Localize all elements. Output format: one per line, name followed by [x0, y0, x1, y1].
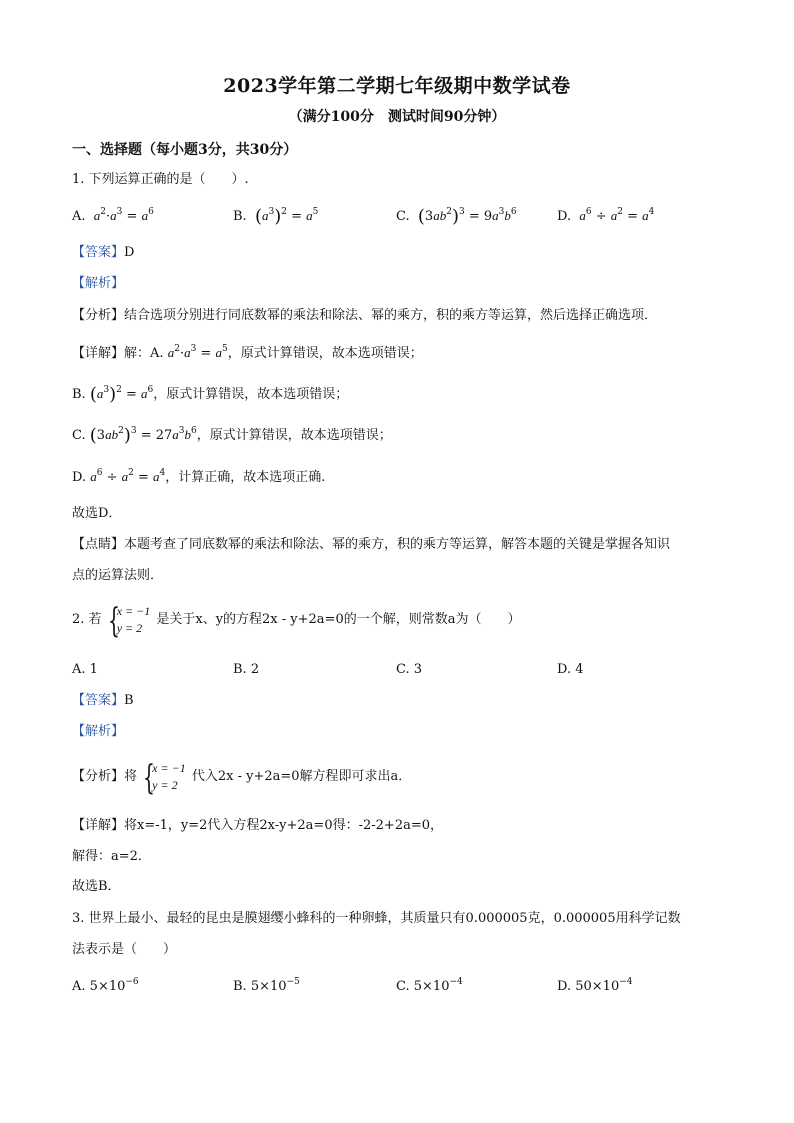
q1-comment-line2: 点的运算法则． [72, 568, 164, 583]
q3-option-b: B. $5\times 10^{-5}$ [233, 977, 300, 994]
q1-detail-d: D. $a^6 \div a^2 = a^4$，计算正确，故本选项正确. [72, 468, 326, 485]
q1-option-b: B. $(a^3)^2 = a^5$ [233, 206, 319, 227]
q1-answer: 【答案】D [72, 245, 135, 260]
q2-equation-system: { x = −1 y = 2 [107, 600, 151, 641]
q1-jiexi-tag: 【解析】 [72, 276, 125, 291]
q2-option-b: B. 2 [233, 662, 260, 677]
q2-detail: 【详解】将x=-1，y=2代入方程2x-y+2a=0得：-2-2+2a=0， [72, 818, 444, 833]
q1-comment-line1: 【点睛】本题考查了同底数幂的乘法和除法、幂的乘方，积的乘方等运算，解答本题的关键是掌握各知识 [72, 537, 671, 552]
q2-choose: 故选B． [72, 879, 121, 894]
q3-stem-line1: 3. 世界上最小、最轻的昆虫是膜翅缨小蜂科的一种卵蜂，其质量只有0.000005克，0.000005用科学记数 [72, 911, 681, 926]
section-heading: 一、选择题（每小题3分，共30分） [72, 142, 298, 158]
q3-option-c: C. $5\times 10^{-4}$ [396, 977, 463, 994]
q1-detail-b: B. $(a^3)^2 = a^6$，原式计算错误，故本选项错误； [72, 384, 349, 405]
q1-stem: 1. 下列运算正确的是（ ）. [72, 172, 249, 187]
q2-answer: 【答案】B [72, 693, 134, 708]
q2-solve: 解得：a=2． [72, 849, 151, 864]
page-subtitle: （满分100分 测试时间90分钟） [288, 109, 506, 125]
q1-analysis: 【分析】结合选项分别进行同底数幂的乘法和除法、幂的乘方，积的乘方等运算，然后选择正确选项． [72, 308, 658, 323]
q3-option-a: A. $5\times 10^{-6}$ [72, 977, 139, 994]
q1-option-a: A. $a^2\cdot a^3 = a^6$ [72, 207, 154, 224]
q2-jiexi-tag: 【解析】 [72, 724, 125, 739]
q1-detail-a: 【详解】解：A. $a^2\cdot a^3 = a^5$，原式计算错误，故本选项错误； [72, 344, 423, 361]
q1-option-c: C. $(3ab^2)^3 = 9a^3b^6$ [396, 206, 517, 227]
q2-option-a: A. 1 [72, 662, 98, 677]
q2-option-d: D. 4 [557, 662, 584, 677]
q2-stem: 2. 若 { x = −1 y = 2 是关于x、y的方程2x - y+2a=0的一个解，则常数a为（ ） [72, 600, 521, 641]
q3-stem-line2: 法表示是（ ） [72, 942, 177, 957]
q2-analysis: 【分析】将 { x = −1 y = 2 代入2x - y+2a=0解方程即可求出a． [72, 757, 412, 798]
q1-option-d: D. $a^6 \div a^2 = a^4$ [557, 207, 655, 224]
page-title: 2023学年第二学期七年级期中数学试卷 [223, 75, 571, 97]
q2-option-c: C. 3 [396, 662, 423, 677]
q1-detail-c: C. $(3ab^2)^3 = 27a^3b^6$，原式计算错误，故本选项错误； [72, 425, 392, 446]
q3-option-d: D. $50\times 10^{-4}$ [557, 977, 633, 994]
q1-choose: 故选D． [72, 506, 122, 521]
q2-analysis-system: { x = −1 y = 2 [143, 757, 186, 798]
